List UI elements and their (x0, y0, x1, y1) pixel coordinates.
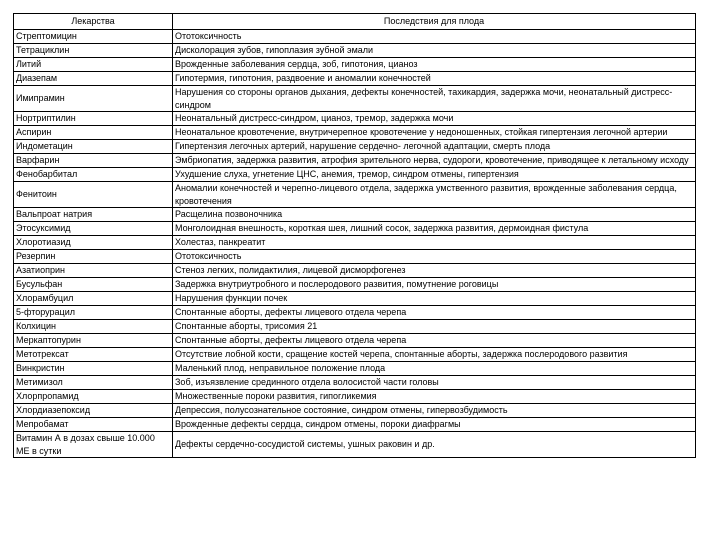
drug-cell: Варфарин (14, 154, 173, 168)
table-row (14, 182, 696, 208)
drug-cell: Метимизол (14, 376, 173, 390)
table-row (14, 362, 696, 376)
effect-cell: Стеноз легких, полидактилия, лицевой дисморфогенез (173, 264, 696, 278)
effect-cell: Ухудшение слуха, угнетение ЦНС, анемия, тремор, синдром отмены, гипертензия (173, 168, 696, 182)
effect-cell: Ототоксичность (173, 250, 696, 264)
effect-cell: Расщелина позвоночника (173, 208, 696, 222)
table-row (14, 168, 696, 182)
drug-cell: Колхицин (14, 320, 173, 334)
effect-cell: Спонтанные аборты, дефекты лицевого отдела черепа (173, 334, 696, 348)
effect-cell: Депрессия, полусознательное состояние, синдром отмены, гипервозбудимость (173, 404, 696, 418)
drug-cell: Фенитоин (14, 182, 173, 208)
effect-cell: Дефекты сердечно-сосудистой системы, ушных раковин и др. (173, 432, 696, 458)
table-row (14, 264, 696, 278)
table-row (14, 112, 696, 126)
drug-cell: Винкристин (14, 362, 173, 376)
header-fetal-effects: Последствия для плода (173, 14, 696, 30)
table-row (14, 154, 696, 168)
drug-cell: Фенобарбитал (14, 168, 173, 182)
table-row (14, 432, 696, 458)
drug-cell: Индометацин (14, 140, 173, 154)
table-row (14, 376, 696, 390)
drug-cell: Хлоротиазид (14, 236, 173, 250)
table-row (14, 86, 696, 112)
table-row (14, 278, 696, 292)
drug-cell: Аспирин (14, 126, 173, 140)
drug-cell: Бусульфан (14, 278, 173, 292)
effect-cell: Нарушения функции почек (173, 292, 696, 306)
drug-cell: 5-фторурацил (14, 306, 173, 320)
table-row (14, 404, 696, 418)
drug-cell: Диазепам (14, 72, 173, 86)
effect-cell: Задержка внутриутробного и послеродового развития, помутнение роговицы (173, 278, 696, 292)
effect-cell: Спонтанные аборты, трисомия 21 (173, 320, 696, 334)
drug-cell: Вальпроат натрия (14, 208, 173, 222)
drug-effects-table (13, 13, 696, 458)
effect-cell: Отсутствие лобной кости, сращение костей черепа, спонтанные аборты, задержка послеродового развития (173, 348, 696, 362)
effect-cell: Неонатальное кровотечение, внутричерепное кровотечение у недоношенных, стойкая гипертензия легочной артерии (173, 126, 696, 140)
table-body (14, 30, 696, 458)
table-row (14, 208, 696, 222)
drug-cell: Стрептомицин (14, 30, 173, 44)
table-row (14, 58, 696, 72)
table-row (14, 72, 696, 86)
drug-cell: Хлордиазепоксид (14, 404, 173, 418)
table-row (14, 140, 696, 154)
effect-cell: Гипертензия легочных артерий, нарушение сердечно- легочной адаптации, смерть плода (173, 140, 696, 154)
effect-cell: Холестаз, панкреатит (173, 236, 696, 250)
table-row (14, 222, 696, 236)
drug-cell: Хлорамбуцил (14, 292, 173, 306)
effect-cell: Гипотермия, гипотония, раздвоение и аномалии конечностей (173, 72, 696, 86)
drug-cell: Литий (14, 58, 173, 72)
table-row (14, 44, 696, 58)
table-row (14, 306, 696, 320)
drug-cell: Меркаптопурин (14, 334, 173, 348)
effect-cell: Аномалии конечностей и черепно-лицевого отдела, задержка умственного развития, врожденные заболевания сердца, кровотечения (173, 182, 696, 208)
table-row (14, 30, 696, 44)
drug-cell: Азатиоприн (14, 264, 173, 278)
drug-cell: Резерпин (14, 250, 173, 264)
table-row (14, 320, 696, 334)
effect-cell: Дисколорация зубов, гипоплазия зубной эмали (173, 44, 696, 58)
table-row (14, 236, 696, 250)
effect-cell: Врожденные дефекты сердца, синдром отмены, пороки диафрагмы (173, 418, 696, 432)
table-row (14, 292, 696, 306)
effect-cell: Ототоксичность (173, 30, 696, 44)
table-row (14, 390, 696, 404)
drug-cell: Имипрамин (14, 86, 173, 112)
drug-cell: Этосуксимид (14, 222, 173, 236)
effect-cell: Множественные пороки развития, гипогликемия (173, 390, 696, 404)
header-drugs: Лекарства (14, 14, 173, 30)
table-row (14, 126, 696, 140)
drug-cell: Хлорпропамид (14, 390, 173, 404)
effect-cell: Зоб, изъязвление срединного отдела волосистой части головы (173, 376, 696, 390)
table-row (14, 348, 696, 362)
table-row (14, 418, 696, 432)
effect-cell: Нарушения со стороны органов дыхания, дефекты конечностей, тахикардия, задержка мочи, неонатальный дистресс-синдром (173, 86, 696, 112)
effect-cell: Монголоидная внешность, короткая шея, лишний сосок, задержка развития, дермоидная фистула (173, 222, 696, 236)
drug-cell: Нортриптилин (14, 112, 173, 126)
drug-cell: Витамин А в дозах свыше 10.000 МЕ в сутки (14, 432, 173, 458)
table-row (14, 250, 696, 264)
effect-cell: Спонтанные аборты, дефекты лицевого отдела черепа (173, 306, 696, 320)
drug-table-container (13, 13, 695, 458)
drug-cell: Мепробамат (14, 418, 173, 432)
effect-cell: Маленький плод, неправильное положение плода (173, 362, 696, 376)
effect-cell: Эмбриопатия, задержка развития, атрофия зрительного нерва, судороги, кровотечение, приводящее к летальному исходу (173, 154, 696, 168)
effect-cell: Неонатальный дистресс-синдром, цианоз, тремор, задержка мочи (173, 112, 696, 126)
drug-cell: Тетрациклин (14, 44, 173, 58)
table-header-row (14, 14, 696, 30)
table-row (14, 334, 696, 348)
drug-cell: Метотрексат (14, 348, 173, 362)
effect-cell: Врожденные заболевания сердца, зоб, гипотония, цианоз (173, 58, 696, 72)
